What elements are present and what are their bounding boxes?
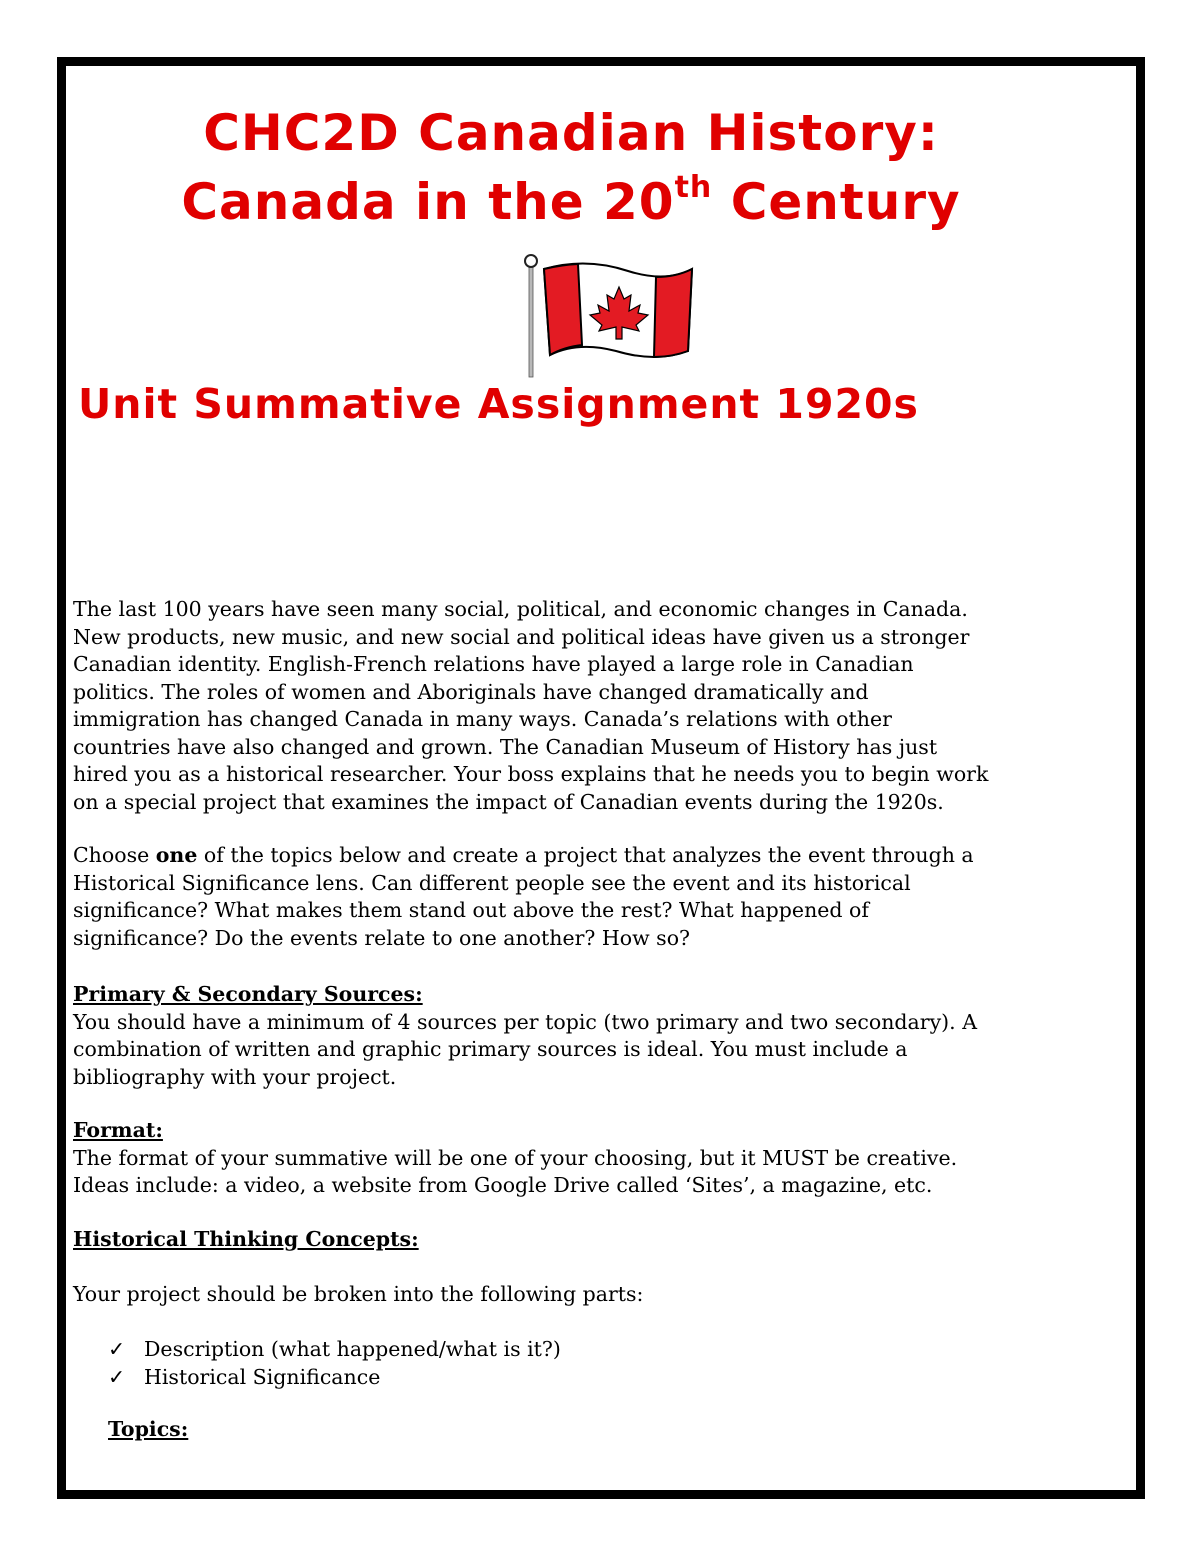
- choose-line: [73, 842, 1133, 870]
- flag-left-band: [544, 264, 582, 355]
- flag-pole-finial: [525, 255, 537, 267]
- sources-line: You should have a minimum of 4 sources per topic (two primary and two secondary). A: [73, 1009, 977, 1034]
- choose-emphasis: one: [155, 843, 198, 867]
- format-section: [73, 1117, 1133, 1200]
- canadian-flag-icon: [516, 247, 756, 382]
- check-icon: ✓: [108, 1337, 126, 1361]
- intro-line: countries have also changed and grown. The Canadian Museum of History has just: [73, 734, 938, 759]
- concepts-section: [73, 1226, 1133, 1254]
- list-item-label: Description (what happened/what is it?): [144, 1337, 561, 1361]
- page-border-frame: [57, 57, 1145, 1499]
- format-line: Ideas include: a video, a website from Google Drive called ‘Sites’, a magazine, etc.: [73, 1173, 933, 1197]
- list-item-label: Historical Significance: [144, 1364, 381, 1389]
- flag-pole: [529, 263, 533, 377]
- title-superscript: th: [674, 170, 713, 205]
- list-item: [108, 1336, 561, 1364]
- check-icon: ✓: [108, 1364, 126, 1389]
- choose-line: significance? Do the events relate to one another? How so?: [73, 925, 691, 950]
- choose-line: significance? What makes them stand out above the rest? What happened of: [73, 898, 869, 922]
- intro-line: on a special project that examines the impact of Canadian events during the 1920s.: [73, 789, 944, 814]
- unit-title: Unit Summative Assignment 1920s: [78, 380, 919, 428]
- intro-line: immigration has changed Canada in many ways. Canada’s relations with other: [73, 707, 892, 731]
- topics-heading: Topics:: [108, 1417, 189, 1441]
- concepts-heading: Historical Thinking Concepts:: [73, 1227, 419, 1251]
- list-item: [108, 1364, 561, 1392]
- sources-line: bibliography with your project.: [73, 1064, 397, 1089]
- intro-line: hired you as a historical researcher. Your boss explains that he needs you to begin work: [73, 762, 989, 786]
- choose-text: of the topics below and create a project that analyzes the event through a: [197, 843, 974, 867]
- format-heading: Format:: [73, 1118, 163, 1142]
- choose-text: Choose: [73, 843, 156, 867]
- title-line2-text: Canada in the 20: [181, 173, 675, 231]
- parts-checklist: [108, 1336, 561, 1391]
- page-title-line1: CHC2D Canadian History:: [203, 104, 939, 162]
- concepts-intro: Your project should be broken into the following parts:: [73, 1282, 644, 1306]
- page-title-line2: [36, 170, 1106, 231]
- format-line: The format of your summative will be one of your choosing, but it MUST be creative.: [73, 1145, 958, 1170]
- title-line2-end: Century: [712, 173, 961, 231]
- intro-line: The last 100 years have seen many social, political, and economic changes in Canada.: [73, 597, 968, 621]
- intro-line: Canadian identity. English-French relations have played a large role in Canadian: [73, 652, 914, 676]
- sources-section: [73, 981, 1133, 1091]
- intro-paragraph: [73, 596, 1133, 816]
- intro-line: politics. The roles of women and Aboriginals have changed dramatically and: [73, 679, 869, 704]
- choose-paragraph: [73, 842, 1133, 952]
- intro-line: New products, new music, and new social and political ideas have given us a stronger: [73, 624, 970, 649]
- sources-line: combination of written and graphic primary sources is ideal. You must include a: [73, 1037, 908, 1061]
- choose-line: Historical Significance lens. Can different people see the event and its historical: [73, 870, 911, 895]
- sources-heading: Primary & Secondary Sources:: [73, 982, 423, 1006]
- flag-right-band: [654, 269, 692, 357]
